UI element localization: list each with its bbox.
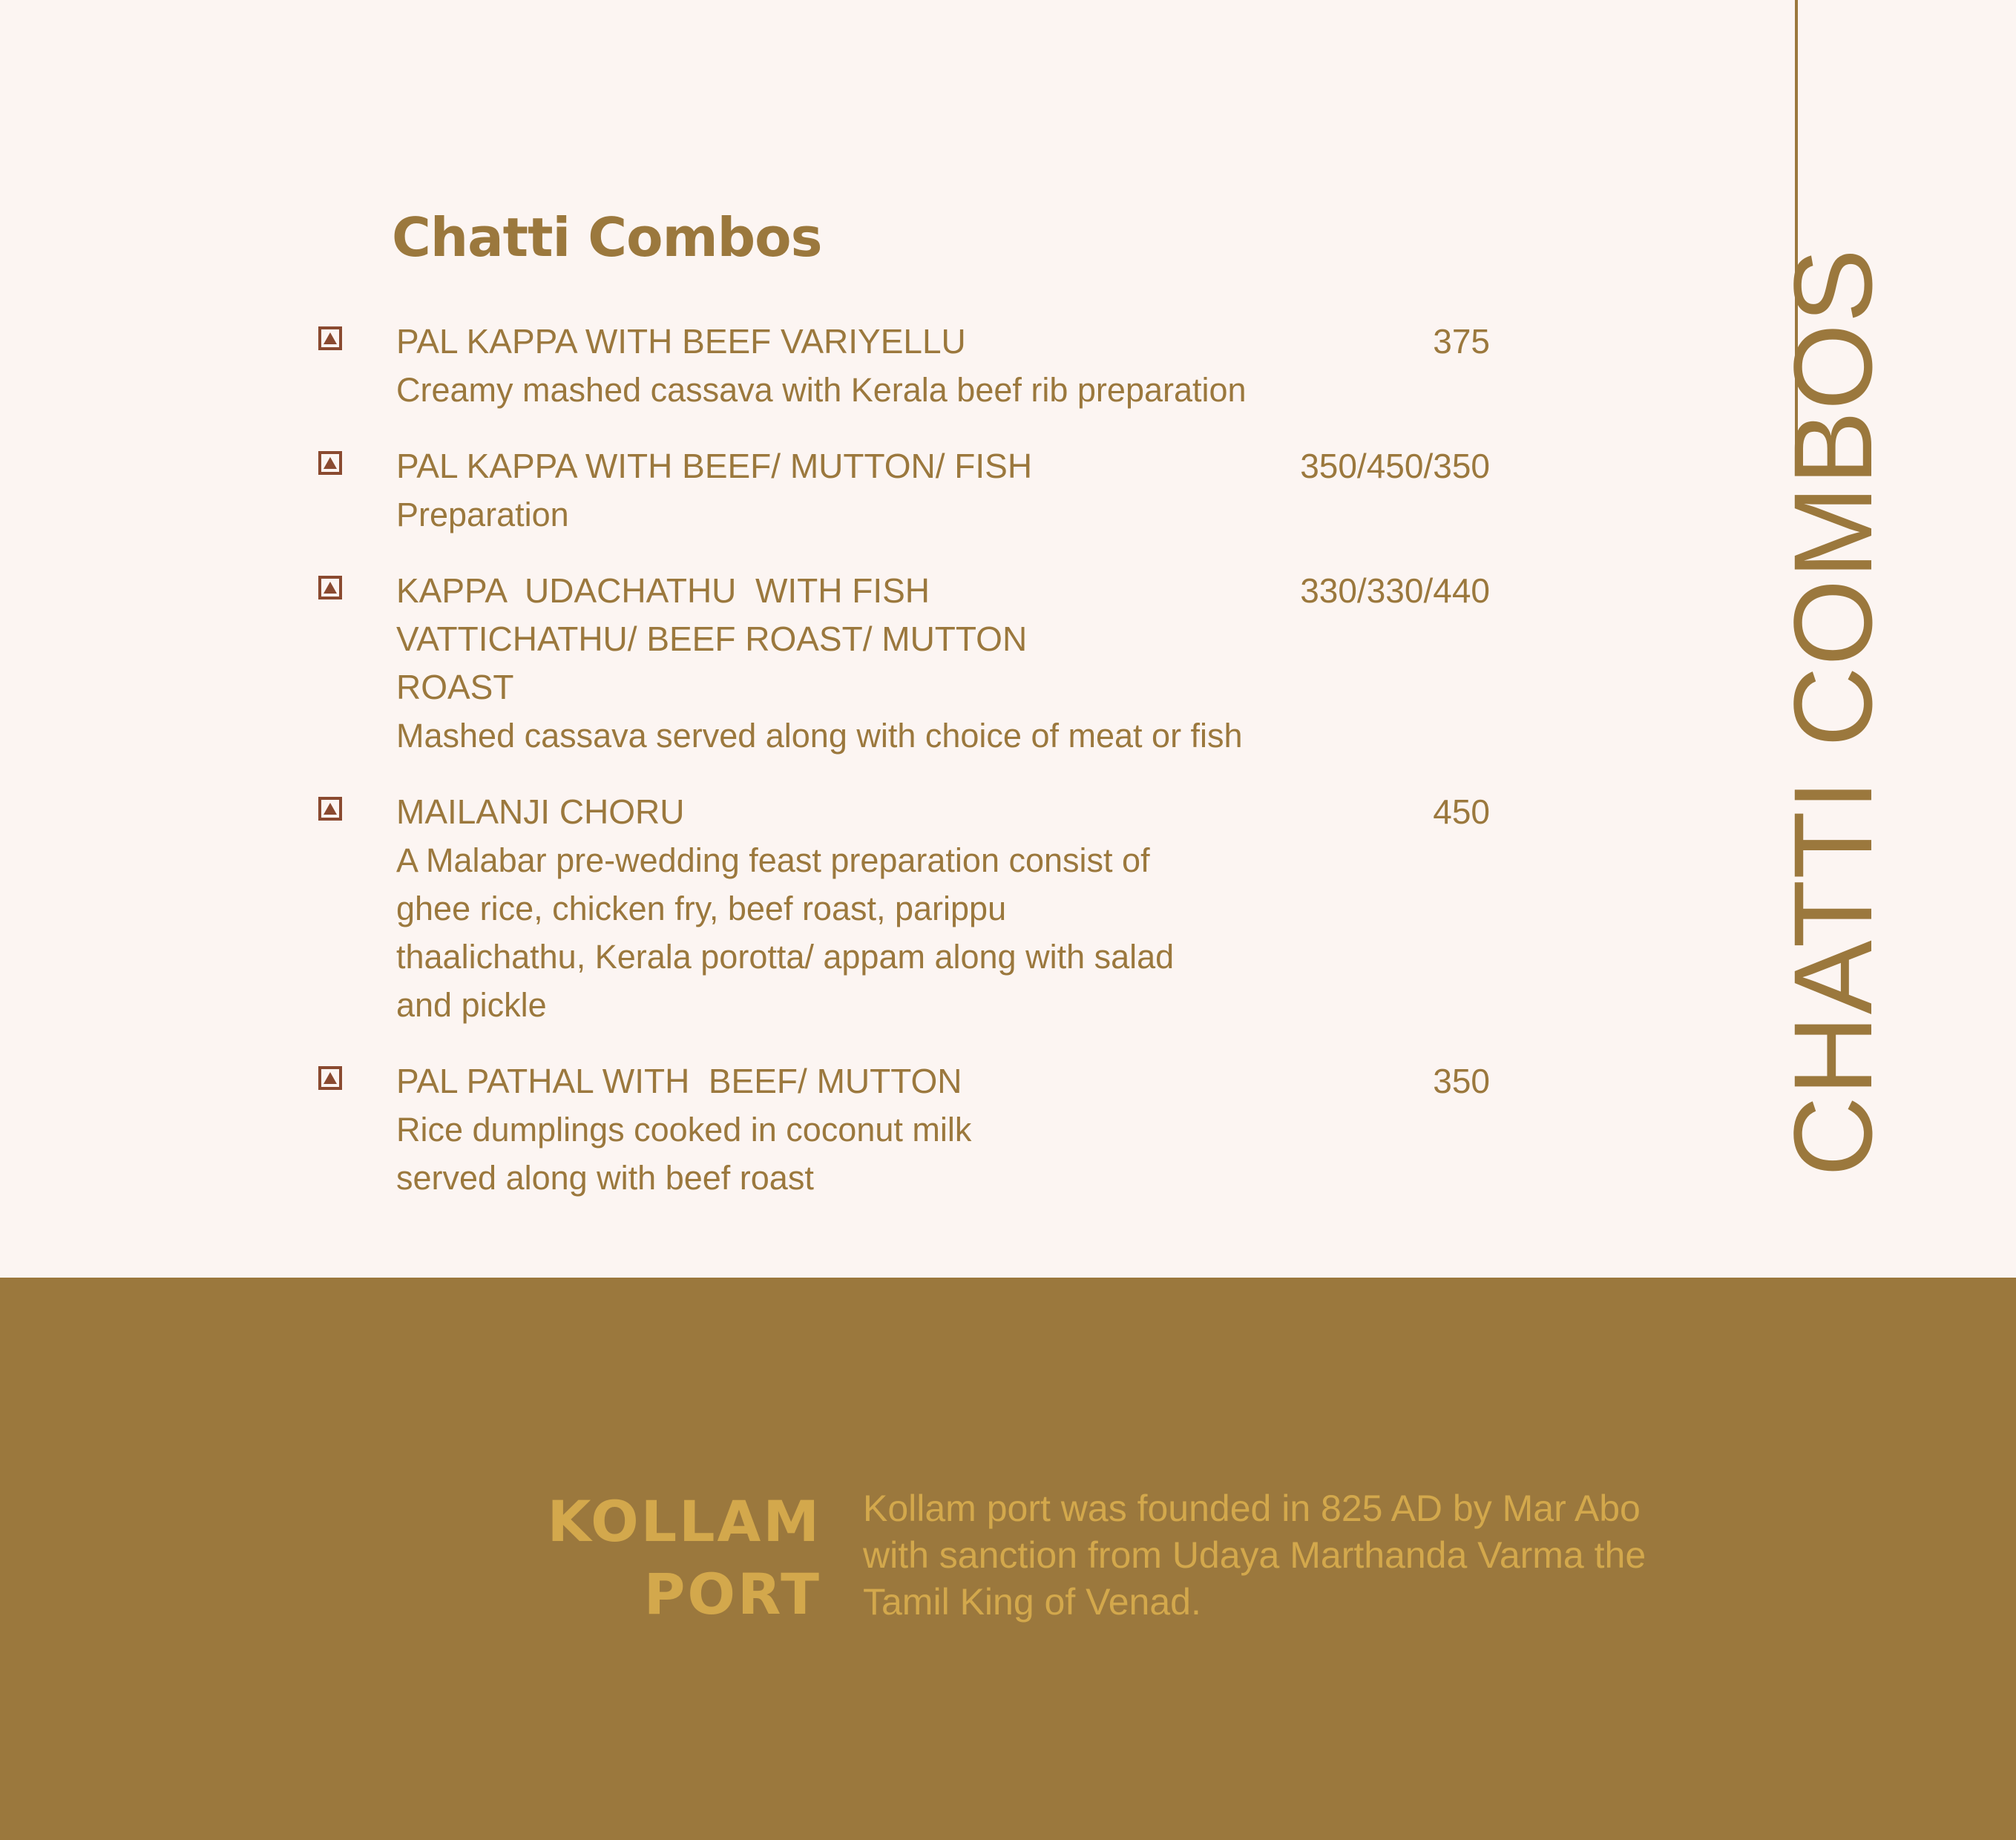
item-name: PAL KAPPA WITH BEEF VARIYELLU [396, 322, 966, 361]
item-description: Rice dumplings cooked in coconut milk served along with beef roast [396, 1111, 972, 1197]
item-description: Preparation [396, 496, 569, 533]
item-description: Mashed cassava served along with choice of meat or fish [396, 717, 1243, 755]
footer-heading-line1: KOLLAM [547, 1488, 821, 1554]
non-veg-icon [318, 797, 342, 821]
item-name: PAL PATHAL WITH BEEF/ MUTTON [396, 1062, 962, 1100]
item-description: A Malabar pre-wedding feast preparation consist of ghee rice, chicken fry, beef roast, parippu thaalichathu, Kerala porotta/ appam along with salad and pickle [396, 841, 1175, 1024]
non-veg-icon [318, 326, 342, 350]
menu-item [312, 318, 1499, 414]
item-price: 375 [1433, 322, 1490, 361]
item-price: 350/450/350 [1300, 447, 1490, 485]
menu-item [312, 567, 1499, 760]
footer-band [0, 1278, 2016, 1840]
footer-text: Kollam port was founded in 825 AD by Mar Abo with sanction from Udaya Marthanda Varma the Tamil King of Venad. [863, 1488, 1646, 1623]
item-name: KAPPA UDACHATHU WITH FISH VATTICHATHU/ BEEF ROAST/ MUTTON ROAST [396, 571, 1037, 706]
page-title: Chatti Combos [392, 206, 822, 269]
item-price: 450 [1433, 792, 1490, 831]
menu-item [312, 788, 1499, 1029]
footer-heading [548, 1485, 821, 1631]
item-price: 330/330/440 [1300, 571, 1490, 610]
item-name: PAL KAPPA WITH BEEF/ MUTTON/ FISH [396, 447, 1033, 485]
item-description: Creamy mashed cassava with Kerala beef rib preparation [396, 371, 1247, 409]
vertical-section-title: CHATTI COMBOS [1770, 248, 1895, 1177]
non-veg-icon [318, 576, 342, 599]
menu-item [312, 1057, 1499, 1202]
non-veg-icon [318, 1066, 342, 1090]
non-veg-icon [318, 451, 342, 475]
item-price: 350 [1433, 1062, 1490, 1100]
menu-item [312, 442, 1499, 539]
footer-heading-line2: PORT [643, 1561, 821, 1627]
menu-list [312, 318, 1499, 1230]
item-name: MAILANJI CHORU [396, 792, 685, 831]
